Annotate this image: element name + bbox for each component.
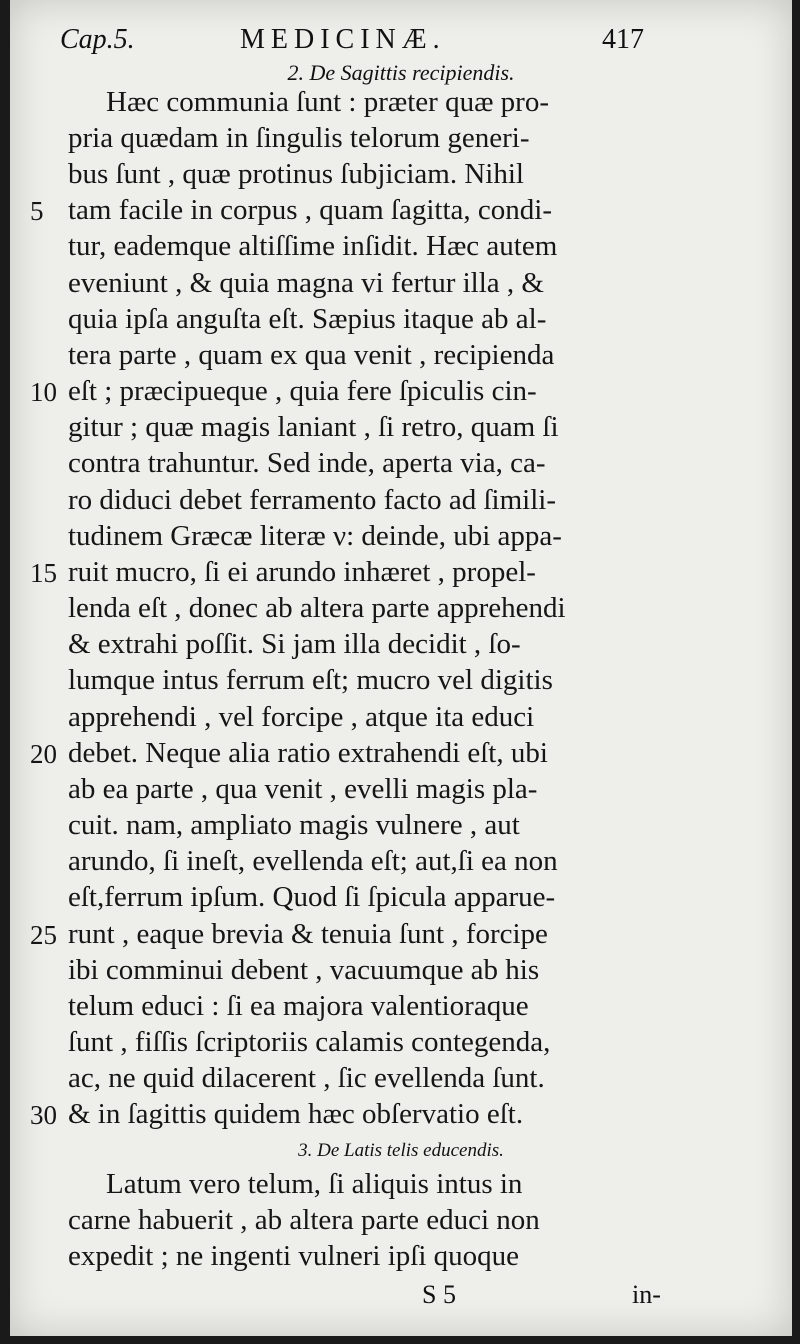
text-line: tam facile in corpus , quam ſagitta, condi- bbox=[68, 194, 552, 226]
text-line: apprehendi , vel forcipe , atque ita educi bbox=[68, 701, 535, 733]
text-line: pria quædam in ſingulis telorum generi- bbox=[68, 122, 530, 154]
line-number: 20 bbox=[30, 739, 57, 769]
text-line: gitur ; quæ magis laniant , ſi retro, quam ſi bbox=[68, 411, 559, 443]
running-header bbox=[10, 22, 792, 62]
running-title: MEDICINÆ. bbox=[240, 24, 446, 55]
text-line: & in ſagittis quidem hæc obſervatio eſt. bbox=[68, 1098, 524, 1130]
line-number: 15 bbox=[30, 558, 57, 588]
text-line: & extrahi poſſit. Si jam illa decidit , ſo- bbox=[68, 628, 521, 660]
text-line: tur, eademque altiſſime inſidit. Hæc autem bbox=[68, 230, 558, 262]
text-line: Latum vero telum, ſi aliquis intus in bbox=[106, 1168, 523, 1200]
text-line: eveniunt , & quia magna vi fertur illa , & bbox=[68, 267, 544, 299]
text-line: tera parte , quam ex qua venit , recipienda bbox=[68, 339, 555, 371]
text-line: telum educi : ſi ea majora valentioraque bbox=[68, 990, 529, 1022]
text-line: ibi comminui debent , vacuumque ab his bbox=[68, 954, 540, 986]
text-line: ab ea parte , qua venit , evelli magis pla- bbox=[68, 773, 538, 805]
text-line: carne habuerit , ab altera parte educi non bbox=[68, 1204, 540, 1236]
text-line: eſt ; præcipueque , quia fere ſpiculis cin- bbox=[68, 375, 537, 407]
text-line: ruit mucro, ſi ei arundo inhæret , propel- bbox=[68, 556, 536, 588]
text-line: cuit. nam, ampliato magis vulnere , aut bbox=[68, 809, 520, 841]
line-number: 10 bbox=[30, 377, 57, 407]
text-line: ac, ne quid dilacerent , ſic evellenda ſunt. bbox=[68, 1062, 545, 1094]
line-number: 30 bbox=[30, 1100, 57, 1130]
text-line: Hæc communia ſunt : præter quæ pro- bbox=[106, 86, 549, 118]
text-line: contra trahuntur. Sed inde, aperta via, ca- bbox=[68, 447, 546, 479]
page-footer bbox=[10, 1280, 792, 1320]
text-line: debet. Neque alia ratio extrahendi eſt, ubi bbox=[68, 737, 548, 769]
line-number: 5 bbox=[30, 196, 44, 226]
text-line: quia ipſa anguſta eſt. Sæpius itaque ab al- bbox=[68, 303, 547, 335]
text-line: lumque intus ferrum eſt; mucro vel digitis bbox=[68, 664, 553, 696]
text-line: tudinem Græcæ literæ ν: deinde, ubi appa- bbox=[68, 520, 562, 552]
text-line: ſunt , fiſſis ſcriptoriis calamis contegenda, bbox=[68, 1026, 551, 1058]
text-line: eſt,ferrum ipſum. Quod ſi ſpicula apparue- bbox=[68, 881, 556, 913]
catchword: in- bbox=[632, 1280, 661, 1309]
line-number: 25 bbox=[30, 920, 57, 950]
section-heading-latis-telis: 3. De Latis telis educendis. bbox=[298, 1140, 504, 1161]
text-line: runt , eaque brevia & tenuia ſunt , forcipe bbox=[68, 918, 548, 950]
chapter-label: Cap.5. bbox=[60, 24, 135, 55]
section-heading-sagittis: 2. De Sagittis recipiendis. bbox=[287, 60, 515, 85]
text-line: ro diduci debet ferramento facto ad ſimili- bbox=[68, 484, 556, 516]
signature-mark: S 5 bbox=[422, 1280, 456, 1309]
text-line: expedit ; ne ingenti vulneri ipſi quoque bbox=[68, 1240, 520, 1272]
text-line: lenda eſt , donec ab altera parte apprehendi bbox=[68, 592, 566, 624]
text-line: arundo, ſi ineſt, evellenda eſt; aut,ſi ea non bbox=[68, 845, 558, 877]
book-page bbox=[10, 0, 792, 1336]
page-number: 417 bbox=[602, 24, 644, 55]
text-line: bus ſunt , quæ protinus ſubjiciam. Nihil bbox=[68, 158, 524, 190]
